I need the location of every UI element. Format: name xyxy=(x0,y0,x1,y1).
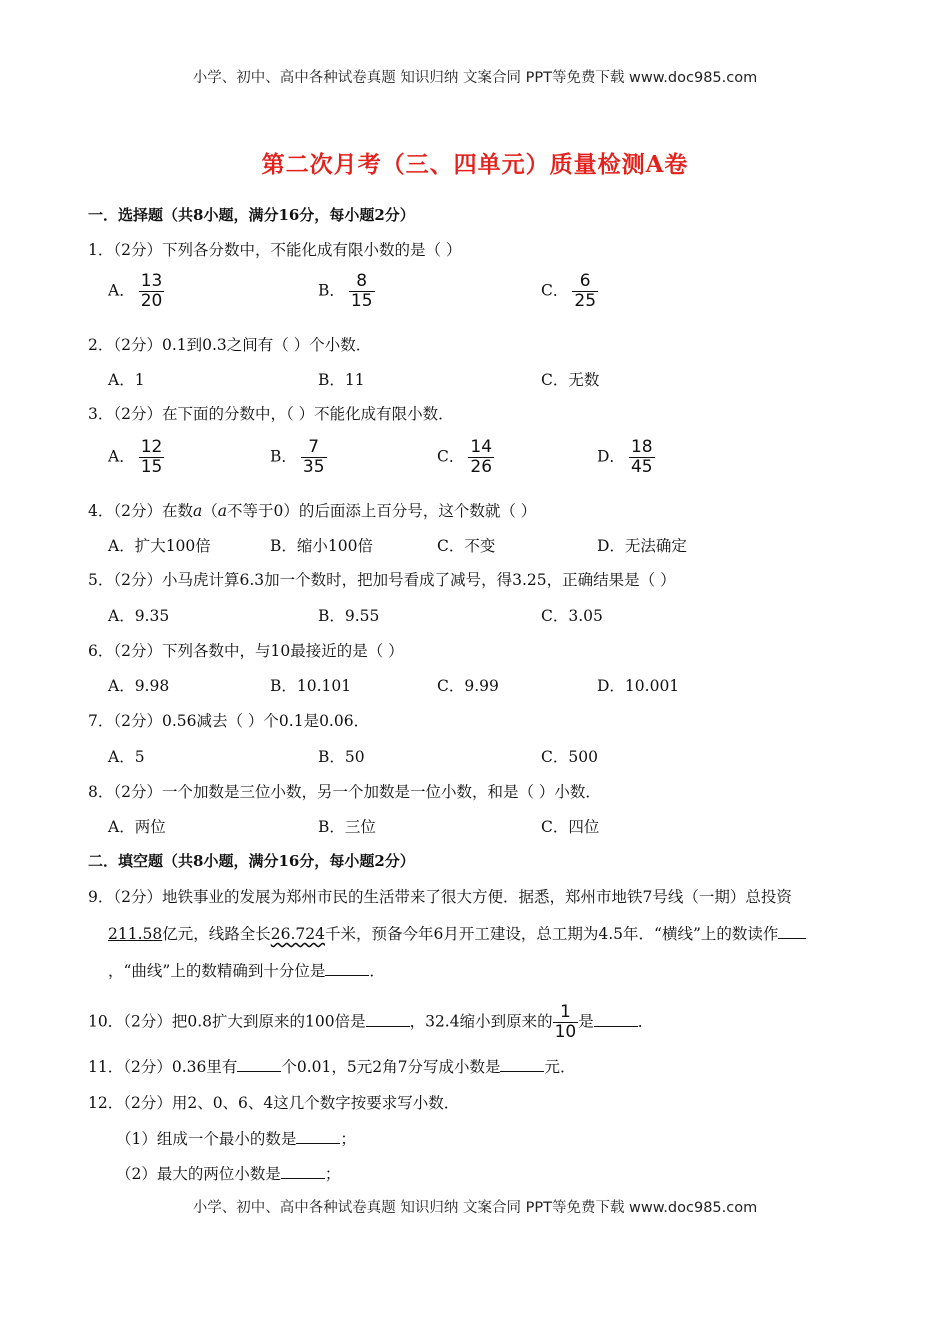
q4-option-c: C．不变 xyxy=(437,537,496,555)
q7-option-b: B．50 xyxy=(318,748,365,766)
q8-option-b: B．三位 xyxy=(318,818,376,836)
q1-option-a: A． $\frac{13}{20}$ xyxy=(108,271,163,311)
fraction: $\frac{18}{45}$ xyxy=(630,437,653,477)
fraction: $\frac{8}{15}$ xyxy=(350,271,373,311)
q8-option-c: C．四位 xyxy=(541,818,600,836)
fraction: $\frac{6}{25}$ xyxy=(574,271,597,311)
q6-option-b: B．10.101 xyxy=(270,677,352,695)
answer-blank xyxy=(594,1012,638,1027)
question-9-line-1: 9．（2分）地铁事业的发展为郑州市民的生活带来了很大方便．据悉，郑州市地铁7号线（一期）总投资 xyxy=(88,888,792,906)
section-choice-heading: 一．选择题（共8小题，满分16分，每小题2分） xyxy=(88,206,415,224)
answer-blank xyxy=(237,1057,281,1072)
answer-blank xyxy=(500,1057,544,1072)
question-4: 4．（2分）在数a（a不等于0）的后面添上百分号，这个数就（ ） xyxy=(88,502,537,520)
q2-option-c: C．无数 xyxy=(541,371,600,389)
question-1: 1．（2分）下列各分数中，不能化成有限小数的是（ ） xyxy=(88,241,462,259)
fraction: $\frac{12}{15}$ xyxy=(140,437,163,477)
section-fill-heading: 二．填空题（共8小题，满分16分，每小题2分） xyxy=(88,852,415,870)
fraction: $\frac{14}{26}$ xyxy=(470,437,493,477)
question-2: 2．（2分）0.1到0.3之间有（ ）个小数． xyxy=(88,336,372,354)
question-12: 12．（2分）用2、0、6、4这几个数字按要求写小数． xyxy=(88,1094,460,1112)
q7-option-c: C．500 xyxy=(541,748,598,766)
fraction: $\frac{7}{35}$ xyxy=(302,437,325,477)
wavy-underlined-value: 26.724 xyxy=(270,925,326,943)
q2-option-b: B．11 xyxy=(318,371,365,389)
answer-blank xyxy=(296,1129,340,1144)
q4-option-a: A．扩大100倍 xyxy=(108,537,211,555)
q6-option-c: C．9.99 xyxy=(437,677,499,695)
q4-option-b: B．缩小100倍 xyxy=(270,537,373,555)
q1-option-b: B． $\frac{8}{15}$ xyxy=(318,271,373,311)
question-12-part-1: （1）组成一个最小的数是 ； xyxy=(116,1130,356,1148)
question-11: 11．（2分）0.36里有 个0.01，5元2角7分写成小数是 元． xyxy=(88,1058,576,1076)
answer-blank xyxy=(281,1164,325,1179)
q6-option-d: D．10.001 xyxy=(597,677,680,695)
fraction: $\frac{1}{10}$ xyxy=(554,1002,577,1042)
fraction: $\frac{13}{20}$ xyxy=(140,271,163,311)
q3-option-b: B． $\frac{7}{35}$ xyxy=(270,437,325,477)
q7-option-a: A．5 xyxy=(108,748,145,766)
q6-option-a: A．9.98 xyxy=(108,677,170,695)
underlined-value: 211.58 xyxy=(108,925,163,943)
q3-option-a: A． $\frac{12}{15}$ xyxy=(108,437,163,477)
question-12-part-2: （2）最大的两位小数是 ； xyxy=(116,1165,341,1183)
page-header: 小学、初中、高中各种试卷真题 知识归纳 文案合同 PPT等免费下载 www.doc985.com xyxy=(192,70,758,86)
q5-option-c: C．3.05 xyxy=(541,607,603,625)
page-footer: 小学、初中、高中各种试卷真题 知识归纳 文案合同 PPT等免费下载 www.doc985.com xyxy=(192,1200,758,1216)
q5-option-b: B．9.55 xyxy=(318,607,380,625)
answer-blank xyxy=(325,961,369,976)
answer-blank xyxy=(778,924,806,939)
question-3: 3．（2分）在下面的分数中，（ ）不能化成有限小数． xyxy=(88,405,454,423)
question-8: 8．（2分）一个加数是三位小数，另一个加数是一位小数，和是（ ）小数． xyxy=(88,783,601,801)
question-5: 5．（2分）小马虎计算6.3加一个数时，把加号看成了减号，得3.25，正确结果是（ ） xyxy=(88,571,676,589)
q3-option-c: C． $\frac{14}{26}$ xyxy=(437,437,493,477)
question-6: 6．（2分）下列各数中，与10最接近的是（ ） xyxy=(88,642,404,660)
q4-option-d: D．无法确定 xyxy=(597,537,687,555)
question-10: 10．（2分）把0.8扩大到原来的100倍是 ，32.4缩小到原来的 $\frac{1}{10}$ 是 ． xyxy=(88,1002,654,1042)
q2-option-a: A．1 xyxy=(108,371,145,389)
q8-option-a: A．两位 xyxy=(108,818,166,836)
question-7: 7．（2分）0.56减去（ ）个0.1是0.06． xyxy=(88,712,370,730)
answer-blank xyxy=(366,1012,410,1027)
q1-option-c: C． $\frac{6}{25}$ xyxy=(541,271,597,311)
question-9-line-3: ，“曲线”上的数精确到十分位是 ． xyxy=(108,962,385,980)
question-9-line-2: 211.58亿元，线路全长26.724千米，预备今年6月开工建设，总工期为4.5年．“横线”上的数读作 xyxy=(108,922,806,944)
q3-option-d: D． $\frac{18}{45}$ xyxy=(597,437,653,477)
q5-option-a: A．9.35 xyxy=(108,607,170,625)
page-title: 第二次月考（三、四单元）质量检测A卷 xyxy=(261,151,689,178)
